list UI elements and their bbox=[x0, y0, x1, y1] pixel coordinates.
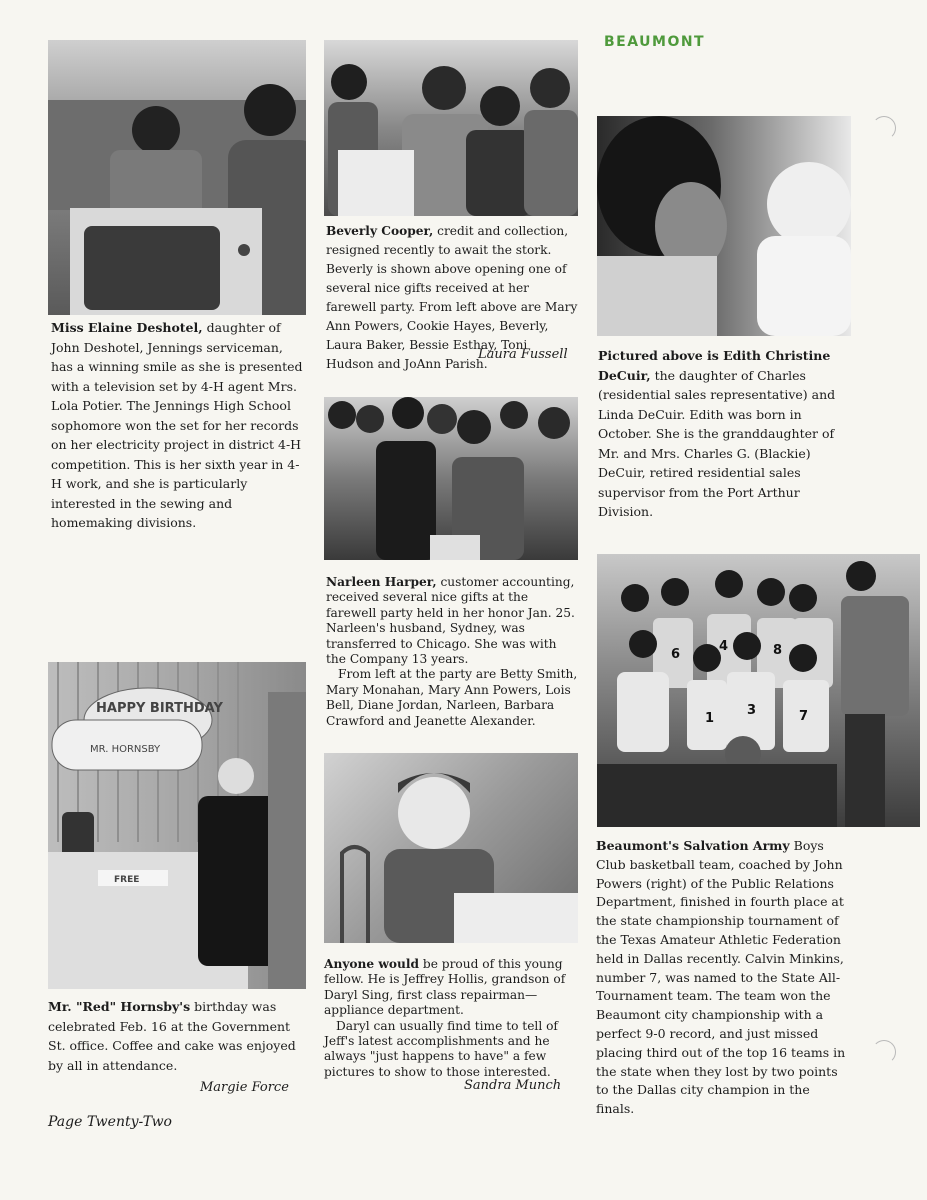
caption-decuir: Pictured above is Edith Christine DeCuir, the daughter of Charles (residential sales representative) and Linda DeCuir. Edith was born in October. She is the granddaughter of Mr. and Mrs. Charles G. (Blackie) DeCuir, retired residential sales supervisor from the Port Arthur Division. bbox=[598, 348, 836, 519]
photo-decuir-baby bbox=[597, 116, 851, 336]
caption-harper: Narleen Harper, customer accounting, received several nice gifts at the farewell party held in her honor Jan. 25. Narleen's husband, Sydney, was transferred to Chicago. She was with the Company 13 years. From left at the party are Betty Smith, Mary Monahan, Mary Ann Powers, Lois Bell, Diane Jordan, Narleen, Barbara Crawford and Jeanette Alexander. bbox=[326, 575, 578, 728]
binder-hole-top bbox=[872, 116, 896, 140]
jersey-number: 7 bbox=[799, 709, 809, 724]
photo-hornsby-birthday bbox=[48, 662, 306, 989]
cake-name-text: MR. HORNSBY bbox=[90, 744, 161, 755]
credit-hollis: Sandra Munch bbox=[464, 1078, 562, 1093]
binder-hole-bottom bbox=[872, 1040, 896, 1064]
photo-harper-farewell bbox=[324, 397, 578, 560]
jersey-number: 1 bbox=[705, 711, 715, 726]
cake-greeting-text: HAPPY BIRTHDAY bbox=[96, 701, 223, 716]
jersey-number: 3 bbox=[747, 703, 757, 718]
caption-cooper: Beverly Cooper, credit and collection, resigned recently to await the stork. Beverly is shown above opening one of several nice gifts received at her farewell party. From left above are Mary Ann Powers, Cookie Hayes, Beverly, Laura Baker, Bessie Esthay, Toni Hudson and JoAnn Parish. bbox=[326, 224, 578, 371]
credit-cooper: Laura Fussell bbox=[478, 347, 568, 362]
jersey-number: 8 bbox=[773, 643, 783, 658]
jersey-number: 4 bbox=[719, 639, 729, 654]
sign-free-text: FREE bbox=[114, 875, 140, 885]
caption-deshotel: Miss Elaine Deshotel, daughter of John Deshotel, Jennings serviceman, has a winning smile as she is presented with a television set by 4-H agent Mrs. Lola Potier. The Jennings High School sophomore won the set for her records on her electricity project in district 4-H competition. This is her sixth year in 4-H work, and she is particularly interested in the sewing and homemaking divisions. bbox=[51, 320, 303, 530]
caption-basketball: Beaumont's Salvation Army Boys Club basketball team, coached by John Powers (right) of the Public Relations Department, finished in fourth place at the state championship tournament of the Texas Amateur Athletic Federation held in Dallas recently. Calvin Minkins, number 7, was named to the State All-Tournament team. The team won the Beaumont city championship with a perfect 9-0 record, and just missed placing third out of the top 16 teams in the state when they lost by two points to the Dallas city champion in the finals. bbox=[596, 838, 846, 1117]
photo-basketball-team bbox=[597, 554, 920, 827]
caption-hornsby: Mr. "Red" Hornsby's birthday was celebrated Feb. 16 at the Government St. office. Coffee and cake was enjoyed by all in attendance. bbox=[48, 999, 296, 1073]
page-number: Page Twenty-Two bbox=[48, 1114, 172, 1130]
credit-hornsby: Margie Force bbox=[200, 1080, 289, 1095]
photo-deshotel-television bbox=[48, 40, 306, 315]
photo-cooper-farewell bbox=[324, 40, 578, 216]
photo-hollis-child bbox=[324, 753, 578, 943]
section-title: BEAUMONT bbox=[604, 34, 706, 50]
jersey-number: 6 bbox=[671, 647, 681, 662]
caption-hollis: Anyone would be proud of this young fellow. He is Jeffrey Hollis, grandson of Daryl Sing, first class repairman—appliance department. Daryl can usually find time to tell of Jeff's latest accomplishments and he always "just happens to have" a few pictures to show to those interested. bbox=[324, 957, 566, 1079]
